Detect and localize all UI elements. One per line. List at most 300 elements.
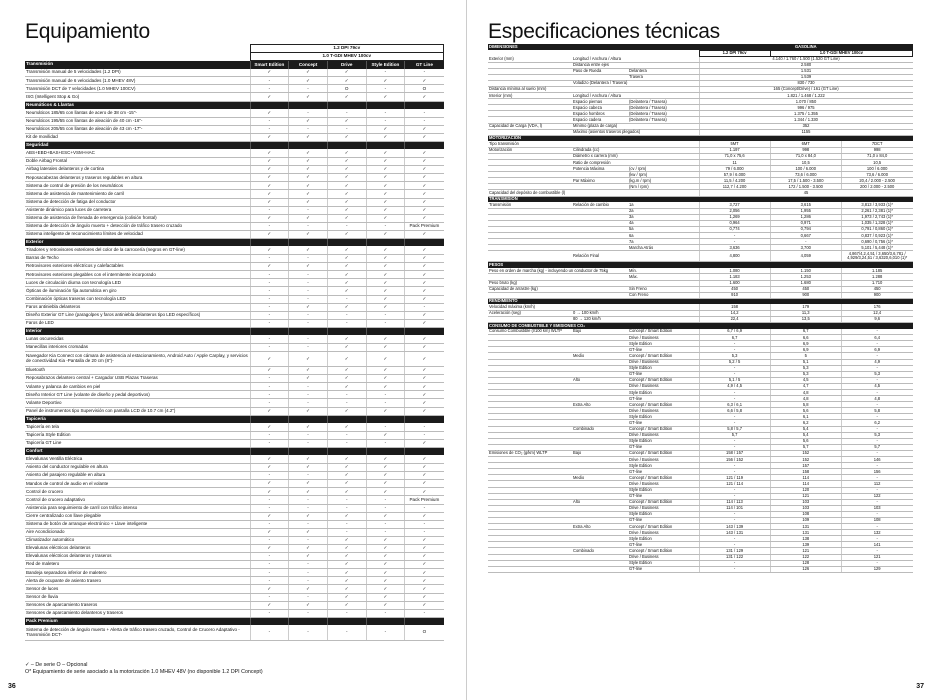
trim-value: - [366,311,405,319]
table-row [25,182,444,190]
legend-notes [25,662,263,676]
spec-value: 3,813 / 3,933 (1)* [841,202,912,208]
spec-value: 3,636 [699,245,770,251]
trim-value: - [289,125,328,133]
trim-value: ✓ [405,263,444,271]
spec-group: Emisiones de CO₂ (g/km) WLTP [488,450,572,456]
table-row [25,536,444,544]
spec-value: 165 (Concept/Drive) / 161 (GT Line) [699,86,912,92]
spec-name: Máximo (asientos traseros plegados) [573,129,641,135]
spec-value: 4,059 [770,251,841,262]
trim-value: ✓ [250,133,289,141]
trim-value: - [366,69,405,77]
spec-value: - [699,365,770,371]
trim-value: ✓ [405,93,444,101]
spec-sub: GT-line [628,542,699,548]
trim-value: - [289,561,328,569]
trim-value: - [327,520,366,528]
trim-header [289,238,328,246]
feature-label: Asistencia para seguimiento de carril con tráfico intenso [25,504,250,512]
trim-value: - [250,391,289,399]
header-row-engine [25,45,444,53]
trim-value: ✓ [405,375,444,383]
trim-value: - [366,117,405,125]
feature-label: Faros de LED [25,319,250,327]
spec-value: 10,5 [841,160,912,166]
page-number: 37 [916,683,924,690]
spec-name: Espacio cadera [572,117,628,123]
trim-value: - [327,431,366,439]
trim-value: - [250,295,289,303]
trim-value: - [366,319,405,327]
engine-1: 1.2 DPI 79cv [699,50,770,56]
trim-value: - [289,593,328,601]
spec-value: - [841,438,912,444]
spec-value: 71,0 x 84,0 [841,153,912,159]
trim-value: ✓ [289,133,328,141]
trim-value: ✓ [405,271,444,279]
trim-value: - [366,520,405,528]
trim-value: ✓ [366,77,405,85]
trim-value: ✓ [327,569,366,577]
feature-label: Red de maletero [25,561,250,569]
trim-header [250,447,289,455]
spec-name: Relación Final [572,251,628,262]
trim-value: ✓ [405,553,444,561]
feature-label: Manecillas interiores cromadas [25,344,250,352]
spec-value: 1.531 [699,68,912,74]
spec-sub: Drive / Business [628,530,699,536]
trim-header [327,238,366,246]
trim-value: ✓ [289,601,328,609]
footnote: O* Equipamiento de serie asociado a la motorización 1.0 MHEV 48V (no disponible 1.2 DPI Concept) [25,669,263,675]
trim-value: ✓ [289,423,328,431]
spec-sub: (Delantera / Trasera) [628,117,699,123]
spec-sub: Concept / Smart Edition [628,329,699,335]
feature-label: Asiento del conductor regulable en altura [25,464,250,472]
feature-label: Kit de movilidad [25,133,250,141]
spec-value: 1.600 [699,280,770,286]
spec-value: 103 [770,505,841,511]
trim-value: ✓ [289,464,328,472]
spec-group: Distancia mínima al suelo (mm) [488,86,572,92]
trim-value: - [250,279,289,287]
spec-sub: Concept / Smart Edition [628,377,699,383]
trim-value: ✓ [366,335,405,343]
section-title: CONSUMO DE COMBUSTIBLE Y EMISIONES CO₂ [488,323,699,329]
spec-value: - [841,524,912,530]
trim-value: - [289,383,328,391]
trim-value: ✓ [366,431,405,439]
header-blank [25,53,250,61]
spec-sub: (Delantera / Trasera) [628,99,699,105]
trim-value: - [289,319,328,327]
spec-value: 11 [699,160,770,166]
trim-header [289,327,328,335]
spec-sub: Drive / Business [628,359,699,365]
spec-value: - [841,463,912,469]
section-row [25,617,444,625]
section-title: Interior [25,327,250,335]
spec-value: - [699,566,770,572]
trim-value: - [250,319,289,327]
spec-sub: Sin Freno [628,286,699,292]
trim-value: - [289,109,328,117]
trim-value: ✓ [327,182,366,190]
feature-label: Elevalunas eléctricos delanteros y traseros [25,553,250,561]
trim-value: ✓ [366,352,405,367]
trim-value: ✓ [289,166,328,174]
trim-value: ✓ [405,352,444,367]
trim-value: ✓ [405,593,444,601]
trim-value: ✓ [327,271,366,279]
spec-name: Alto [572,377,628,383]
feature-label: Sistema de detección de fatiga del conductor [25,198,250,206]
trim-value: ✓ [405,561,444,569]
trim-value: ✓ [289,544,328,552]
trim-value: ✓ [327,174,366,182]
feature-label: Sistema de detección de ángulo muerto + Alerta de tráfico trasero cruzado, Control de Crucero Adaptativo - Transmisión DCT- [25,625,250,640]
trim-value: - [250,383,289,391]
feature-label: Lunas oscurecidas [25,335,250,343]
trim-value: ✓ [366,593,405,601]
spec-value: 1,955 [770,208,841,214]
feature-label: Faros antiniebla delanteros [25,303,250,311]
trim-value: ✓ [250,109,289,117]
spec-value: 17,5 / 1.500 - 3.500 [770,178,841,184]
trim-value: ✓ [405,166,444,174]
trim-value: ✓ [366,536,405,544]
table-row [25,77,444,85]
trim-value: O [405,85,444,93]
trim-value: ✓ [289,214,328,222]
spec-sub: Style Edition [628,511,699,517]
feature-label: Tapicería GT Line [25,439,250,447]
trim-header [366,101,405,109]
trim-header [250,238,289,246]
trim-value: - [250,472,289,480]
spec-group: Consumo Combustible (l/100 km) WLTP [488,329,572,335]
spec-sub: 2a [628,208,699,214]
trim-value: ✓ [289,367,328,375]
spec-name: Alto [572,499,628,505]
feature-label: Tiradores y retrovisores exteriores del color de la carrocería (negros en GT-line) [25,246,250,254]
trim-value: ✓ [250,166,289,174]
trim-value: ✓ [250,198,289,206]
spec-value: 5,101 / 5,448 (1)* [841,245,912,251]
spec-sub: Style Edition [628,341,699,347]
spec-value: 4,8 [770,396,841,402]
trim-value: - [289,255,328,263]
spec-value: 0,791 / 0,860 (1)* [841,226,912,232]
trim-value: ✓ [327,553,366,561]
spec-value: 4,8 [770,390,841,396]
table-row [25,198,444,206]
spec-value: - [699,420,770,426]
trim-value: - [289,344,328,352]
spec-value: 121 [841,554,912,560]
trim-value: - [289,271,328,279]
section-title: RENDIMIENTO [488,298,699,304]
feature-label: Diseño Exterior GT Line (paragolpes y faros antiniebla delanteros tipo LED específicos) [25,311,250,319]
spec-value: 103 [841,505,912,511]
trim-value: - [250,536,289,544]
spec-sub: Drive / Business [628,383,699,389]
trim-value: ✓ [327,423,366,431]
trim-value: Pack Premium [405,222,444,230]
spec-value: 11,5 / 4.200 [699,178,770,184]
trim-value: ✓ [405,585,444,593]
trim-header [405,238,444,246]
trim-value: - [366,399,405,407]
spec-sub: Máx. [628,274,699,280]
trim-value: ✓ [250,464,289,472]
trim-value: ✓ [366,344,405,352]
trim-value: ✓ [366,214,405,222]
spec-value: - [841,365,912,371]
spec-group: Aceleración (seg) [488,310,572,316]
table-row [25,190,444,198]
trim-value: - [327,125,366,133]
spec-value: 132 [841,530,912,536]
trim-header [366,617,405,625]
spec-value: 4,9 [841,359,912,365]
section-title: PESOS [488,262,699,268]
spec-value: 71,0 x 75,6 [699,153,770,159]
trim-value: - [366,504,405,512]
trim-value: - [327,319,366,327]
trim-value: - [366,391,405,399]
trim-value: ✓ [327,214,366,222]
trim-value: ✓ [366,561,405,569]
spec-value: 114 / 113 [699,499,770,505]
spec-name: Ratio de compresión [572,160,628,166]
spec-value: 6,7 [770,329,841,335]
trim-value: ✓ [405,344,444,352]
trim-value: - [366,609,405,617]
table-row [25,391,444,399]
table-row [25,93,444,101]
spec-sub: GT-line [628,469,699,475]
spec-value: - [841,450,912,456]
trim-value: ✓ [250,69,289,77]
spec-sub: Concept / Smart Edition [628,524,699,530]
spec-value: 450 [699,286,770,292]
spec-value: - [841,499,912,505]
spec-name: Combinado [572,426,628,432]
section-row [25,415,444,423]
trim-value: ✓ [250,488,289,496]
spec-value: 4,5 [770,377,841,383]
trim-value: - [250,375,289,383]
trim-value: ✓ [366,455,405,463]
table-row [25,561,444,569]
spec-sub: GT-line [628,420,699,426]
trim-value: - [366,528,405,536]
trim-value: - [289,577,328,585]
table-row [25,295,444,303]
spec-name: Mínimo (plaza de carga) [572,123,628,129]
trim-header [327,327,366,335]
trim-value: ✓ [327,577,366,585]
section-title: MOTORIZACIÓN [488,135,699,141]
trim-value: - [327,295,366,303]
trim-header [327,617,366,625]
trim-value: ✓ [366,407,405,415]
spec-value: 1.821 / 1.468 / 1.222 [699,93,912,99]
spec-value: - [841,353,912,359]
spec-sub: GT-line [628,517,699,523]
spec-value: 172 / 1.500 - 3.500 [770,184,841,190]
section-title: Pack Premium [25,617,250,625]
spec-value: - [841,402,912,408]
table-row [25,569,444,577]
trim-value: - [250,496,289,504]
table-row [25,174,444,182]
spec-value: 10,5 [770,160,841,166]
trim-value: - [366,423,405,431]
trim-header: Concept [289,61,328,69]
spec-value: 3,727 [699,202,770,208]
trim-value: ✓ [405,255,444,263]
trim-value: - [250,335,289,343]
table-row [25,303,444,311]
spec-name: Espacio piernas [572,99,628,105]
trim-value: ✓ [366,472,405,480]
spec-sub: GT-line [628,493,699,499]
trim-value: ✓ [289,93,328,101]
feature-label: Neumáticos 195/55 con llantas de aleación de 40 cm -16"- [25,117,250,125]
feature-label: Airbag laterales delanteros y de cortina [25,166,250,174]
spec-value: - [699,371,770,377]
trim-value: ✓ [289,303,328,311]
spec-value: 121 / 114 [699,481,770,487]
spec-value: 79 / 6.000 [699,166,770,172]
spec-value: 141 [841,542,912,548]
spec-value: 4,8 [841,396,912,402]
trim-value: ✓ [250,190,289,198]
table-row [25,214,444,222]
trim-value: - [289,520,328,528]
trim-value: ✓ [405,311,444,319]
trim-value: ✓ [405,335,444,343]
spec-sub: Concept / Smart Edition [628,353,699,359]
feature-label: Retrovisores exteriores eléctricos y calefactables [25,263,250,271]
trim-value: ✓ [366,263,405,271]
spec-value: 129 [841,566,912,572]
trim-value: ✓ [327,593,366,601]
spec-name: Medio [572,353,628,359]
spec-value: 998 [770,147,841,153]
trim-value: - [250,85,289,93]
trim-value: - [405,609,444,617]
feature-label: Alerta de ocupante de asiento trasero [25,577,250,585]
spec-sub: 4a [628,220,699,226]
trim-value: - [327,496,366,504]
trim-header: Drive [327,61,366,69]
spec-value: 57,9 / 6.000 [699,172,770,178]
right-page [467,0,933,700]
trim-header: Smart Edition [250,61,289,69]
spec-value: 20,4 / 2.000 - 2.500 [841,178,912,184]
trim-value: ✓ [250,149,289,157]
trim-value: - [250,593,289,601]
spec-value: 4,9 / 4,5 [699,383,770,389]
table-row [25,117,444,125]
trim-value: ✓ [366,230,405,238]
trim-value: ✓ [327,230,366,238]
spec-value: 5,4 [770,432,841,438]
spec-value: 100 / 6.000 [841,166,912,172]
trim-value: - [405,504,444,512]
spec-value: 1.183 [699,274,770,280]
specs-table [488,44,913,573]
spec-value: 100 / 6.000 [770,166,841,172]
trim-header: Style Edition [366,61,405,69]
spec-value: 109 [770,517,841,523]
table-row [25,222,444,230]
trim-value: ✓ [405,77,444,85]
spec-value: 910 [699,292,770,298]
trim-value: ✓ [327,246,366,254]
feature-label: Transmisión manual de 5 velocidades (1.2 DPI) [25,69,250,77]
trim-header [289,101,328,109]
header-blank [25,45,250,53]
trim-value: - [250,222,289,230]
trim-value: ✓ [327,117,366,125]
spec-sub [628,251,699,262]
spec-group [488,566,572,572]
spec-value: 121 [770,548,841,554]
trim-value: ✓ [405,439,444,447]
trim-value: ✓ [289,149,328,157]
trim-value: ✓ [289,480,328,488]
trim-value: ✓ [405,512,444,520]
feature-label: Elevalunas Ventilla Eléctrica [25,455,250,463]
spec-group: Transmisión [488,202,572,208]
spec-value: 6,9 [770,341,841,347]
table-row [25,553,444,561]
spec-value: 4,867/4,2,4,51 / 3,650/3,6,781 / 4,929/3,24,51 / 3,6320,6,010 (1)* [841,251,912,262]
table-row [25,383,444,391]
trim-value: ✓ [327,190,366,198]
spec-sub: (Delantera / Trasera) [628,111,699,117]
feature-label: Sistema de asistencia de mantenimiento de carril [25,190,250,198]
trim-value: - [289,431,328,439]
spec-value: 1.710 [841,280,912,286]
trim-header [289,617,328,625]
spec-sub: Drive / Business [628,335,699,341]
feature-label: Climatizador automático [25,536,250,544]
table-row [25,488,444,496]
trim-value: ✓ [250,528,289,536]
table-row [25,504,444,512]
spec-value: 103 [770,499,841,505]
trim-value: - [250,117,289,125]
spec-value: - [699,487,770,493]
trim-header [366,238,405,246]
feature-label: Barras de Techo [25,255,250,263]
spec-sub: (kg.m / rpm) [628,178,699,184]
trim-value: - [250,431,289,439]
engine-2: 1.0 T-GDI MHEV 100cv [770,50,912,56]
trim-value: ✓ [366,295,405,303]
spec-sub: Con Freno [628,292,699,298]
spec-value: 5,1 / 5 [699,377,770,383]
trim-value: - [366,496,405,504]
trim-value: - [405,117,444,125]
table-row [25,528,444,536]
